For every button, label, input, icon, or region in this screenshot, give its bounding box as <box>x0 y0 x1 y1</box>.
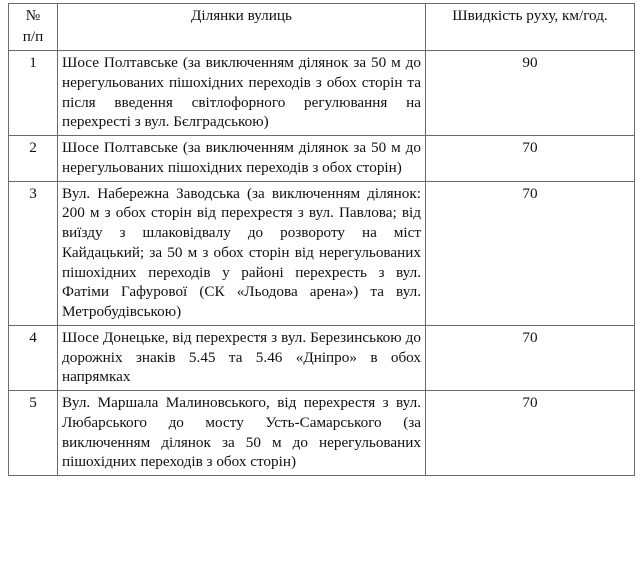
header-cell-number <box>9 4 58 51</box>
table-body <box>9 51 635 476</box>
row-number: 5 <box>9 391 58 476</box>
header-row <box>9 4 635 51</box>
row-speed-value: 70 <box>426 391 635 476</box>
table-header <box>9 4 635 51</box>
row-speed-value: 70 <box>426 136 635 182</box>
table-row <box>9 391 635 476</box>
row-section-description: Шосе Полтавське (за виключенням ділянок за 50 м до нерегульованих пішохідних переходів з обох сторін та після введення світлофорного регулювання на перехресті з вул. Бєлградською) <box>58 51 426 136</box>
table-row <box>9 181 635 325</box>
row-speed-value: 90 <box>426 51 635 136</box>
row-number: 2 <box>9 136 58 182</box>
speed-limits-table <box>8 3 635 476</box>
header-number-line1: № <box>25 7 41 24</box>
header-number-line2: п/п <box>22 27 44 45</box>
row-speed-value: 70 <box>426 181 635 325</box>
row-section-description: Шосе Донецьке, від перехрестя з вул. Березинською до дорожніх знаків 5.45 та 5.46 «Дніпро» в обох напрямках <box>58 325 426 390</box>
header-cell-sections: Ділянки вулиць <box>58 4 426 51</box>
row-number: 1 <box>9 51 58 136</box>
row-number: 4 <box>9 325 58 390</box>
table-row <box>9 136 635 182</box>
header-cell-speed: Швидкість руху, км/год. <box>426 4 635 51</box>
row-section-description: Вул. Набережна Заводська (за виключенням ділянок: 200 м з обох сторін від перехрестя з вул. Павлова; від виїзду з шлаковідвалу до розвороту на міст Кайдацький; за 50 м з обох сторін від нерегульованих пішохідних переходів у районі перехресть з вул. Фатіми Гафурової (СК «Льодова арена») та вул. Метробудівською) <box>58 181 426 325</box>
row-section-description: Шосе Полтавське (за виключенням ділянок за 50 м до нерегульованих пішохідних переходів з обох сторін) <box>58 136 426 182</box>
row-section-description: Вул. Маршала Малиновського, від перехрестя з вул. Любарського до мосту Усть-Самарського (за виключенням ділянок за 50 м до нерегульованих пішохідних переходів з обох сторін) <box>58 391 426 476</box>
row-number: 3 <box>9 181 58 325</box>
table-row <box>9 51 635 136</box>
row-speed-value: 70 <box>426 325 635 390</box>
table-row <box>9 325 635 390</box>
